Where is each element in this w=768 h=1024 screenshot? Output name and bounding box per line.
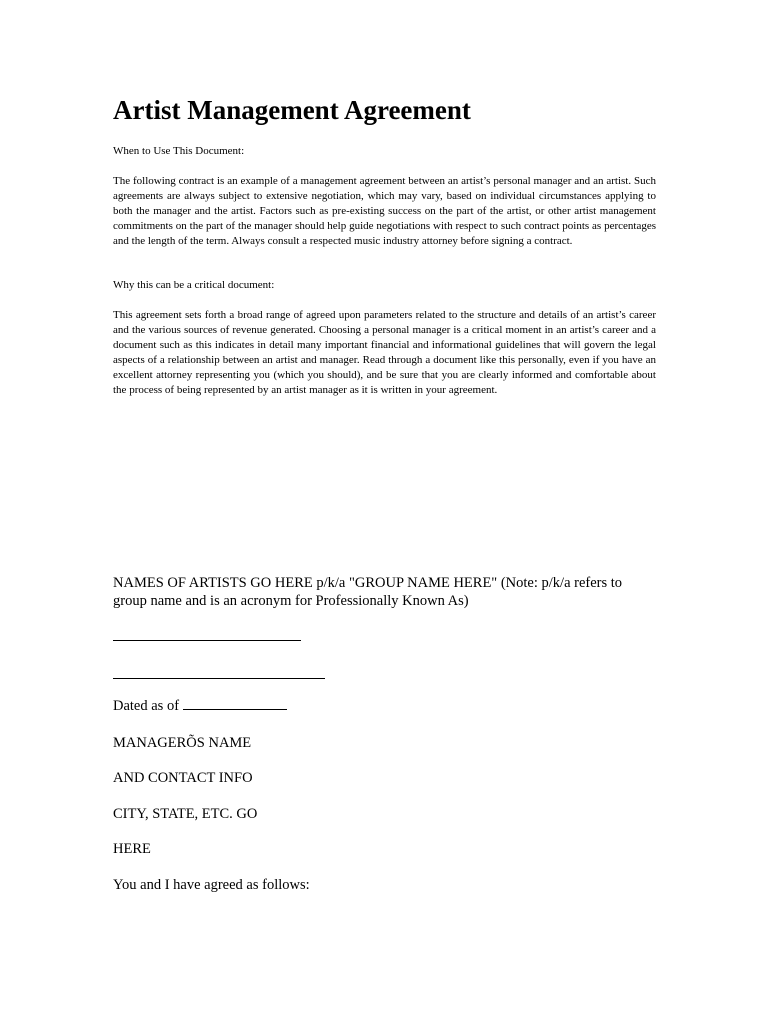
contact-info: AND CONTACT INFO: [113, 770, 253, 786]
why-critical-paragraph: This agreement sets forth a broad range of agreed upon parameters related to the structure and details of an artist’s career and the various sources of revenue generated. Choosing a personal manager is a critical moment in an artist’s career and a document such as this indicates in detail many important financial and informational guidelines that will govern the legal aspects of a relationship between an artist and manager. Read through a document like this personally, even if you have an excellent attorney representing you (which you should), and be sure that you are clearly informed and comfortable about the process of being represented by an artist manager as it is written in your agreement.: [113, 309, 656, 396]
here-line: HERE: [113, 841, 151, 857]
date-blank-line: [183, 697, 287, 710]
when-to-use-heading: When to Use This Document:: [113, 145, 245, 157]
dated-as-of: [113, 697, 287, 715]
why-critical-heading: Why this can be a critical document:: [113, 279, 275, 291]
document-title: Artist Management Agreement: [113, 95, 471, 125]
signature-line-1: [113, 640, 301, 641]
when-to-use-paragraph: The following contract is an example of a management agreement between an artist’s personal manager and an artist. Such agreements are always subject to extensive negotiation, which may vary, based on individual circumstances applying to both the manager and the artist. Factors such as pre-existing success on the part of the artist, or other artist management commitments on the part of the manager should help guide negotiations with respect to such contract points as percentages and the length of the term. Always consult a respected music industry attorney before signing a contract.: [113, 175, 656, 247]
agreed-statement: You and I have agreed as follows:: [113, 877, 310, 893]
artist-names-line: NAMES OF ARTISTS GO HERE p/k/a "GROUP NAME HERE" (Note: p/k/a refers to group name and is an acronym for Professionally Known As): [113, 575, 623, 609]
manager-name: MANAGERÕS NAME: [113, 735, 252, 751]
dated-label: Dated as of: [113, 698, 180, 714]
city-state-line: CITY, STATE, ETC. GO: [113, 806, 258, 822]
signature-line-2: [113, 678, 325, 679]
